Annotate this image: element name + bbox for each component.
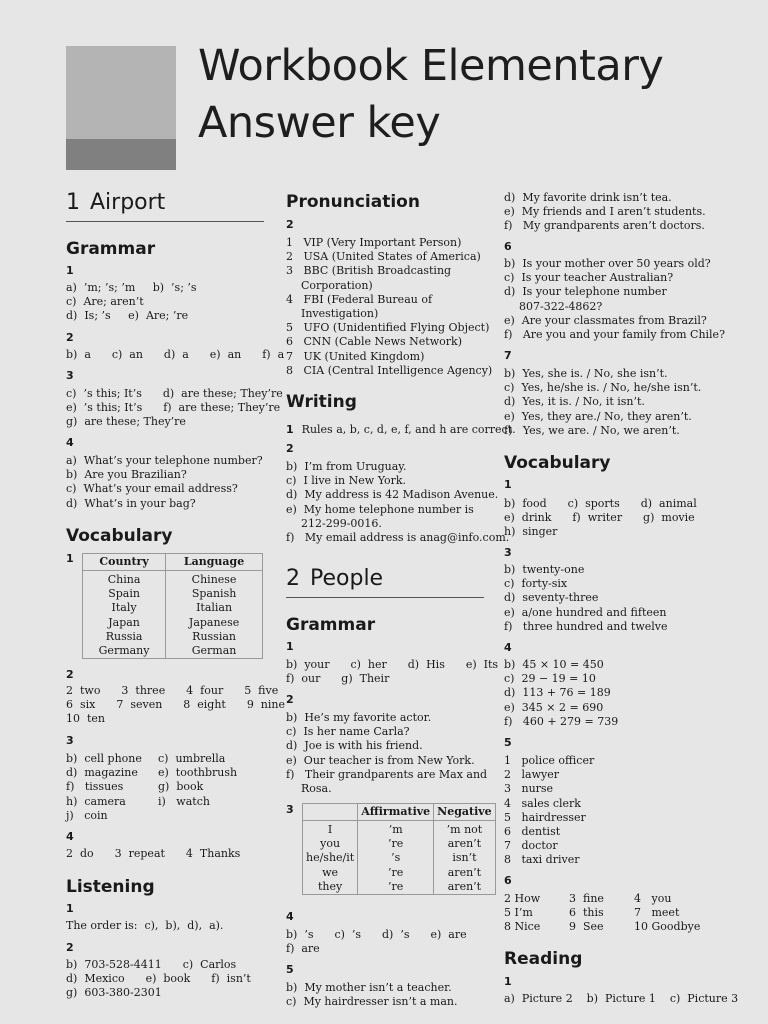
answer-item: 3 fine bbox=[569, 892, 604, 905]
exercise-number: 2 bbox=[286, 218, 294, 231]
answer-line: d) Is your telephone number bbox=[504, 285, 667, 299]
table-header: Country bbox=[83, 554, 166, 571]
unit-number: 1 bbox=[66, 190, 80, 215]
answer-line: Corporation) bbox=[301, 278, 373, 292]
table-cell: Japanese bbox=[166, 616, 263, 630]
section-heading: Reading bbox=[504, 949, 583, 969]
answer-list bbox=[504, 563, 710, 634]
answer-line: b) ’s c) ’s d) ’s e) are bbox=[286, 928, 467, 941]
answer-line: g) 603-380-2301 bbox=[66, 986, 162, 1000]
answer-line: d) Mexico e) book f) isn’t bbox=[66, 972, 251, 986]
answer-line: b) Are you Brazilian? bbox=[66, 468, 187, 482]
table-cell: ’re bbox=[358, 837, 434, 851]
answer-line: e) My friends and I aren’t students. bbox=[504, 205, 706, 219]
answer-item bbox=[158, 809, 258, 823]
answer-line: e) ’s this; It’s f) are these; They’re bbox=[66, 401, 281, 415]
table-cell: Spain bbox=[83, 587, 166, 601]
answer-item: 6 this bbox=[569, 906, 604, 920]
answer-line: 2 do 3 repeat 4 Thanks bbox=[66, 847, 241, 860]
answer-item: g) book bbox=[158, 780, 204, 794]
exercise-number: 3 bbox=[66, 734, 74, 747]
answer-item: j) coin bbox=[66, 808, 108, 822]
answer-line: 1 police officer bbox=[504, 754, 595, 767]
table-cell: China bbox=[83, 571, 166, 588]
table-cell: ’re bbox=[358, 880, 434, 895]
table-cell: Russian bbox=[166, 630, 263, 644]
table-row bbox=[303, 821, 496, 838]
answer-list bbox=[504, 754, 710, 868]
unit-2-heading bbox=[286, 564, 484, 598]
answer-list bbox=[504, 658, 710, 729]
table-header: Affirmative bbox=[358, 804, 434, 821]
answer-line: c) Yes, he/she is. / No, he/she isn’t. bbox=[504, 381, 702, 395]
answer-list bbox=[504, 992, 739, 1006]
answer-line: 807-322-4862? bbox=[519, 299, 603, 313]
answer-item: 8 Nice bbox=[504, 920, 541, 934]
answer-line: e) a/one hundred and fifteen bbox=[504, 605, 667, 619]
answer-item: 10 Goodbye bbox=[634, 920, 701, 934]
table-row bbox=[303, 866, 496, 880]
answer-list bbox=[504, 367, 710, 438]
answer-line: b) food c) sports d) animal bbox=[504, 497, 697, 510]
exercise-number: 2 bbox=[286, 442, 294, 455]
table-header: Language bbox=[166, 554, 263, 571]
answer-line: c) ’s this; It’s d) are these; They’re bbox=[66, 387, 283, 400]
answer-list bbox=[286, 981, 484, 1009]
answer-line: c) Is her name Carla? bbox=[286, 725, 410, 739]
answer-line: 6 six 7 seven 8 eight 9 nine bbox=[66, 698, 286, 712]
table-row bbox=[83, 587, 263, 601]
answer-line: e) My home telephone number is bbox=[286, 502, 474, 516]
answer-list bbox=[504, 257, 725, 342]
table-cell: you bbox=[303, 837, 358, 851]
answer-item: d) magazine bbox=[66, 766, 138, 780]
answer-list bbox=[66, 387, 283, 430]
table-cell: I bbox=[303, 821, 358, 838]
country-language-table-wrap bbox=[82, 553, 264, 659]
answer-item: 5 I’m bbox=[504, 906, 533, 920]
answer-line: Investigation) bbox=[301, 307, 379, 321]
answer-line: d) My address is 42 Madison Avenue. bbox=[286, 488, 499, 502]
table-header bbox=[303, 804, 358, 821]
table-cell: aren’t bbox=[434, 837, 496, 851]
answer-list bbox=[66, 958, 264, 1001]
answer-item: h) camera bbox=[66, 794, 126, 808]
answer-list bbox=[286, 236, 493, 378]
answer-line: 10 ten bbox=[66, 712, 106, 726]
answer-line: 4 FBI (Federal Bureau of bbox=[286, 292, 433, 306]
answer-line: 3 nurse bbox=[504, 782, 554, 796]
answer-line: e) 345 × 2 = 690 bbox=[504, 700, 604, 714]
answer-line: 5 UFO (Unidentified Flying Object) bbox=[286, 321, 490, 335]
answer-line: 6 dentist bbox=[504, 825, 561, 839]
answer-line: d) seventy-three bbox=[504, 591, 599, 605]
answer-item: c) umbrella bbox=[158, 752, 226, 765]
section-heading: Writing bbox=[286, 392, 357, 412]
answer-list bbox=[504, 191, 710, 234]
answer-line: c) forty-six bbox=[504, 577, 568, 591]
answer-grid bbox=[66, 752, 264, 823]
answer-line: d) Yes, it is. / No, it isn’t. bbox=[504, 395, 645, 409]
exercise-number: 1 bbox=[66, 902, 74, 915]
table-cell: Japan bbox=[83, 616, 166, 630]
answer-list bbox=[504, 497, 710, 540]
table-cell: ’m bbox=[358, 821, 434, 838]
table-cell: he/she/it bbox=[303, 851, 358, 865]
answer-line: e) Yes, they are./ No, they aren’t. bbox=[504, 409, 692, 423]
answer-line: c) My hairdresser isn’t a man. bbox=[286, 995, 458, 1009]
answer-line: d) 113 + 76 = 189 bbox=[504, 686, 611, 700]
answer-line: c) I live in New York. bbox=[286, 474, 407, 488]
table-row bbox=[83, 571, 263, 588]
answer-line: f) Are you and your family from Chile? bbox=[504, 328, 725, 342]
answer-line: d) My favorite drink isn’t tea. bbox=[504, 191, 672, 204]
exercise-number: 1 bbox=[286, 640, 294, 653]
answer-list bbox=[66, 684, 286, 727]
answer-line: 2 two 3 three 4 four 5 five bbox=[66, 684, 279, 697]
answer-line: a) Picture 2 b) Picture 1 c) Picture 3 bbox=[504, 992, 739, 1005]
answer-line: f) are bbox=[286, 942, 320, 956]
answer-line: e) Our teacher is from New York. bbox=[286, 753, 475, 767]
title-line-2: Answer key bbox=[198, 98, 441, 148]
answer-list bbox=[286, 658, 499, 686]
answer-list bbox=[286, 928, 484, 956]
answer-item: e) toothbrush bbox=[158, 766, 238, 780]
answer-line: b) I’m from Uruguay. bbox=[286, 460, 407, 473]
answer-line: f) My grandparents aren’t doctors. bbox=[504, 219, 705, 233]
answer-line: c) 29 − 19 = 10 bbox=[504, 672, 596, 686]
exercise-number: 4 bbox=[504, 641, 512, 654]
answer-item: i) watch bbox=[158, 794, 210, 808]
exercise-number: 3 bbox=[286, 803, 294, 816]
answer-line: f) our g) Their bbox=[286, 672, 390, 686]
table-cell: ’m not bbox=[434, 821, 496, 838]
section-heading: Vocabulary bbox=[504, 453, 611, 473]
answer-line: e) Are your classmates from Brazil? bbox=[504, 313, 707, 327]
answer-line: b) 45 × 10 = 450 bbox=[504, 658, 604, 671]
section-heading: Vocabulary bbox=[66, 526, 173, 546]
section-heading: Grammar bbox=[66, 239, 156, 259]
answer-list bbox=[66, 847, 264, 861]
answer-line: g) are these; They’re bbox=[66, 415, 186, 429]
answer-line: f) My email address is anag@info.com. bbox=[286, 531, 510, 545]
answer-line: a) ’m; ’s; ’m b) ’s; ’s bbox=[66, 281, 197, 294]
page-title bbox=[198, 38, 663, 152]
table-cell: aren’t bbox=[434, 880, 496, 895]
answer-line: h) singer bbox=[504, 525, 558, 539]
answer-line: d) What’s in your bag? bbox=[66, 496, 196, 510]
answer-line: b) twenty-one bbox=[504, 563, 585, 576]
answer-item: 2 How bbox=[504, 892, 541, 905]
answer-line: b) a c) an d) a e) an f) a bbox=[66, 348, 285, 361]
answer-line: 212-299-0016. bbox=[301, 516, 382, 530]
answer-line: f) 460 + 279 = 739 bbox=[504, 714, 619, 728]
section-heading: Pronunciation bbox=[286, 192, 420, 212]
title-line-1: Workbook Elementary bbox=[198, 41, 664, 91]
answer-line: c) Are; aren’t bbox=[66, 295, 144, 309]
exercise-number: 1 bbox=[504, 975, 512, 988]
table-row bbox=[83, 644, 263, 659]
answer-line: 3 BBC (British Broadcasting bbox=[286, 264, 452, 278]
answer-line: f) Their grandparents are Max and bbox=[286, 767, 488, 781]
exercise-number: 4 bbox=[66, 830, 74, 843]
table-cell: Russia bbox=[83, 630, 166, 644]
unit-number: 2 bbox=[286, 566, 300, 591]
exercise-number: 2 bbox=[66, 668, 74, 681]
unit-name: Airport bbox=[90, 190, 166, 215]
table-cell: Italy bbox=[83, 601, 166, 615]
table-cell: we bbox=[303, 866, 358, 880]
table-cell: isn’t bbox=[434, 851, 496, 865]
table-row bbox=[83, 601, 263, 615]
exercise-number: 3 bbox=[66, 369, 74, 382]
table-row bbox=[83, 630, 263, 644]
answer-line: f) Yes, we are. / No, we aren’t. bbox=[504, 423, 680, 437]
answer-line: d) Joe is with his friend. bbox=[286, 739, 423, 753]
exercise-number: 1 bbox=[286, 423, 294, 436]
exercise-number: 6 bbox=[504, 874, 512, 887]
answer-line: 8 CIA (Central Intelligence Agency) bbox=[286, 363, 493, 377]
answer-line: 7 UK (United Kingdom) bbox=[286, 349, 425, 363]
answer-list bbox=[286, 460, 510, 545]
exercise-number: 1 bbox=[66, 264, 74, 277]
answer-line: a) What’s your telephone number? bbox=[66, 454, 263, 467]
table-cell: German bbox=[166, 644, 263, 659]
answer-line: 4 sales clerk bbox=[504, 796, 581, 810]
answer-grid bbox=[504, 892, 710, 935]
table-header: Negative bbox=[434, 804, 496, 821]
answer-line: b) 703-528-4411 c) Carlos bbox=[66, 958, 237, 971]
exercise-number: 7 bbox=[504, 349, 512, 362]
answer-line: 2 USA (United States of America) bbox=[286, 250, 481, 264]
answer-line: Rosa. bbox=[301, 782, 332, 796]
answer-item: 7 meet bbox=[634, 906, 680, 920]
answer-list bbox=[286, 711, 488, 796]
exercise-number: 6 bbox=[504, 240, 512, 253]
table-cell: Chinese bbox=[166, 571, 263, 588]
exercise-number: 2 bbox=[286, 693, 294, 706]
table-cell: ’re bbox=[358, 866, 434, 880]
table-cell: aren’t bbox=[434, 866, 496, 880]
answer-line: The order is: c), b), d), a). bbox=[66, 919, 224, 932]
answer-list bbox=[66, 348, 285, 362]
answer-item: f) tissues bbox=[66, 780, 124, 794]
exercise-number: 1 bbox=[66, 552, 74, 565]
answer-line: 8 taxi driver bbox=[504, 853, 580, 867]
table-row bbox=[83, 616, 263, 630]
answer-line: 5 hairdresser bbox=[504, 810, 586, 824]
table-cell: Italian bbox=[166, 601, 263, 615]
answer-line: b) Is your mother over 50 years old? bbox=[504, 257, 711, 270]
table-cell: Spanish bbox=[166, 587, 263, 601]
answer-list bbox=[66, 919, 264, 933]
exercise-number: 1 bbox=[504, 478, 512, 491]
answer-line: b) Yes, she is. / No, she isn’t. bbox=[504, 367, 668, 380]
answer-line: c) What’s your email address? bbox=[66, 482, 238, 496]
table-cell: they bbox=[303, 880, 358, 895]
answer-line: f) three hundred and twelve bbox=[504, 619, 668, 633]
exercise-number: 5 bbox=[504, 736, 512, 749]
answer-line: Rules a, b, c, d, e, f, and h are correct. bbox=[301, 423, 516, 436]
table-row bbox=[303, 837, 496, 851]
table-row bbox=[303, 880, 496, 895]
answer-line: e) drink f) writer g) movie bbox=[504, 511, 695, 525]
answer-line: 7 doctor bbox=[504, 839, 558, 853]
section-heading: Grammar bbox=[286, 615, 376, 635]
answer-line: c) Is your teacher Australian? bbox=[504, 271, 674, 285]
table-cell: Germany bbox=[83, 644, 166, 659]
answer-line: 1 VIP (Very Important Person) bbox=[286, 236, 462, 249]
answer-item: 4 you bbox=[634, 892, 672, 905]
answer-line: d) Is; ’s e) Are; ’re bbox=[66, 309, 189, 323]
writing-ex1 bbox=[286, 418, 516, 437]
answer-line: b) your c) her d) His e) Its bbox=[286, 658, 499, 671]
table-row bbox=[303, 851, 496, 865]
unit-name: People bbox=[310, 566, 384, 591]
answer-line: 2 lawyer bbox=[504, 768, 559, 782]
answer-list bbox=[66, 454, 264, 511]
verb-be-table bbox=[302, 803, 496, 895]
exercise-number: 4 bbox=[66, 436, 74, 449]
section-heading: Listening bbox=[66, 877, 155, 897]
exercise-number: 5 bbox=[286, 963, 294, 976]
unit-1-heading bbox=[66, 188, 264, 222]
exercise-number: 3 bbox=[504, 546, 512, 559]
logo-block bbox=[66, 46, 176, 170]
answer-line: b) He’s my favorite actor. bbox=[286, 711, 432, 724]
logo-block-bottom bbox=[66, 139, 176, 170]
logo-block-top bbox=[66, 46, 176, 139]
answer-line: b) My mother isn’t a teacher. bbox=[286, 981, 452, 994]
answer-item: 9 See bbox=[569, 920, 604, 934]
table-cell: ’s bbox=[358, 851, 434, 865]
answer-line: 6 CNN (Cable News Network) bbox=[286, 335, 462, 349]
verb-be-table-wrap bbox=[302, 803, 492, 895]
answer-list bbox=[66, 281, 264, 324]
exercise-number: 2 bbox=[66, 331, 74, 344]
exercise-number: 4 bbox=[286, 910, 294, 923]
exercise-number: 2 bbox=[66, 941, 74, 954]
answer-item: b) cell phone bbox=[66, 752, 142, 765]
country-language-table bbox=[82, 553, 263, 659]
